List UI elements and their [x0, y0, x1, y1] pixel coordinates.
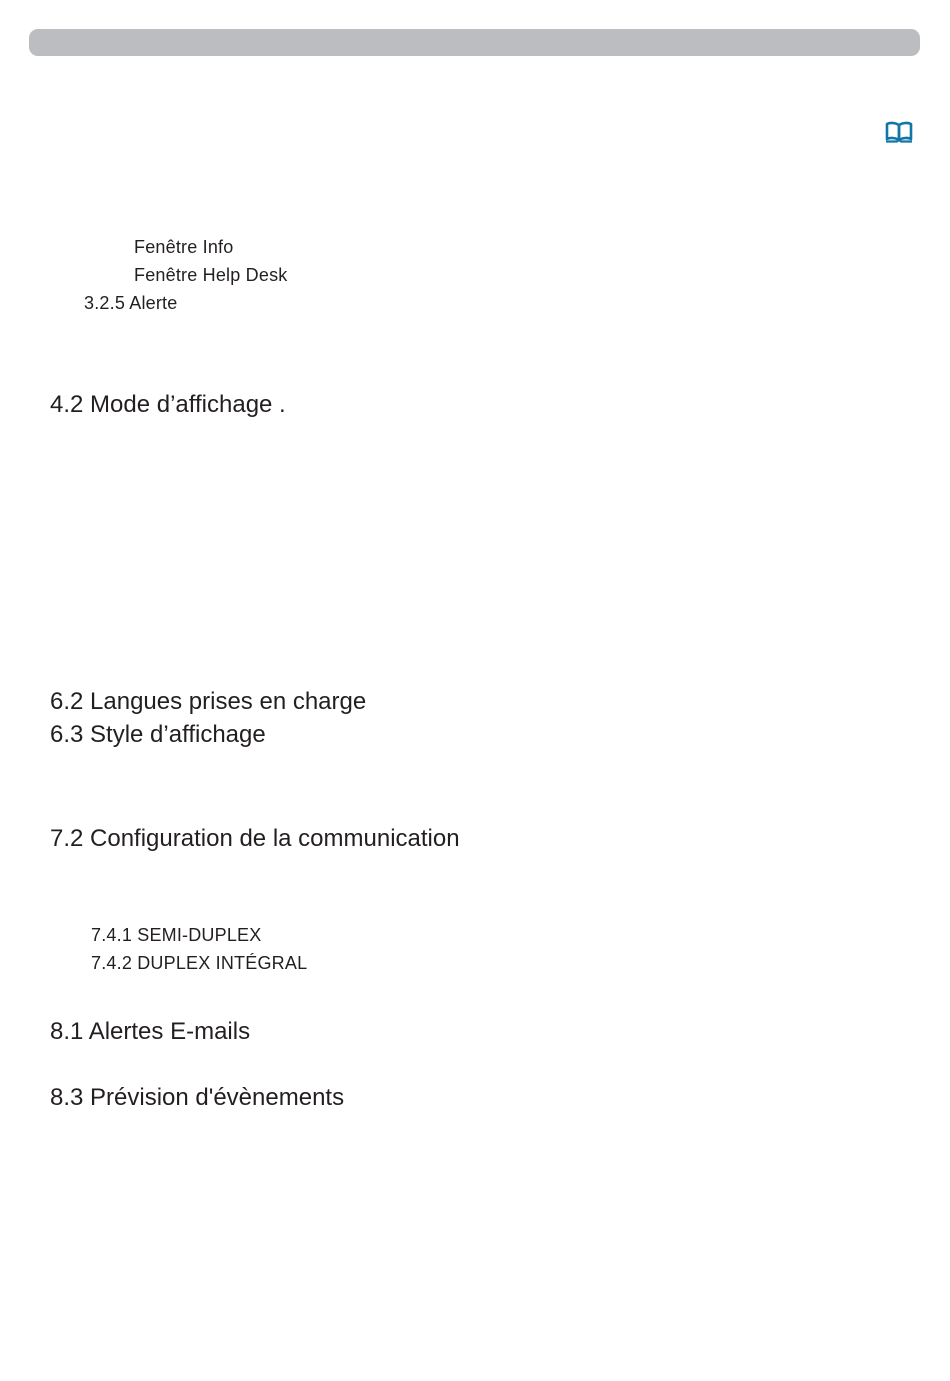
toc-entry-7-2[interactable]: 7.2 Configuration de la communication: [50, 825, 460, 852]
toc-entry-8-1[interactable]: 8.1 Alertes E-mails: [50, 1018, 251, 1045]
toc-entry-4-2[interactable]: 4.2 Mode d’affichage .: [50, 391, 286, 418]
toc-entry-fenetre-help-desk[interactable]: Fenêtre Help Desk: [134, 265, 288, 285]
toc-entry-8-3[interactable]: 8.3 Prévision d'évènements: [50, 1084, 345, 1111]
header-bar: [29, 29, 920, 56]
toc-entry-7-4-1[interactable]: 7.4.1 SEMI-DUPLEX: [91, 925, 262, 945]
toc-entry-fenetre-info[interactable]: Fenêtre Info: [134, 237, 234, 257]
toc-entry-6-2[interactable]: 6.2 Langues prises en charge: [50, 688, 367, 715]
book-icon: [885, 121, 913, 143]
toc-entry-6-3[interactable]: 6.3 Style d’affichage: [50, 721, 266, 748]
toc-entry-7-4-2[interactable]: 7.4.2 DUPLEX INTÉGRAL: [91, 953, 308, 973]
toc-entry-3-2-5[interactable]: 3.2.5 Alerte: [84, 293, 178, 313]
